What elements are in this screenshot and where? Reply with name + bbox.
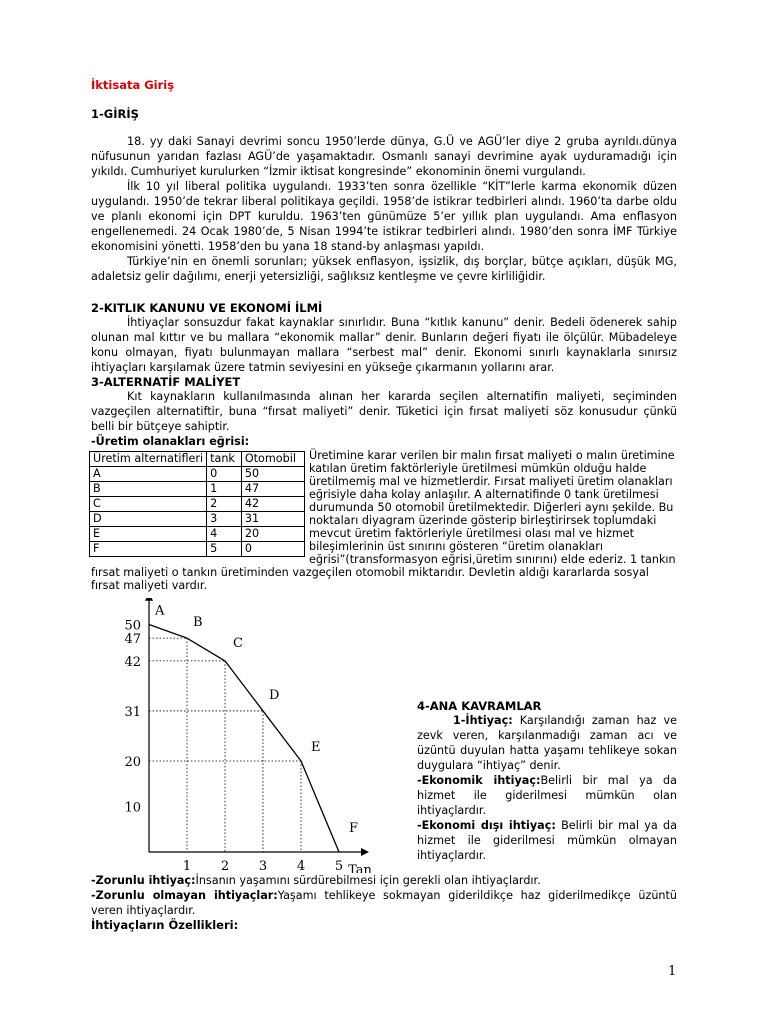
ppf-curve: [149, 625, 339, 853]
table-row: [90, 467, 305, 482]
document-title: İktisata Giriş: [91, 78, 175, 92]
paragraph: [91, 888, 677, 918]
paragraph: 18. yy daki Sanayi devrimi soncu 1950’lerde dünya, G.Ü ve AGÜ’ler diye 2 gruba ayrıldı.dünya nüfusunun yarıdan fazlası AGÜ’de yaşamaktadır. Osmanlı sanayi devrimine ayak uyduramadığı için yıkıldı. Cumhuriyet kurulurken “İzmir iktisat kongresinde” ekonominin önemi vurgulandı.: [91, 135, 677, 178]
section-heading-intro: 1-GİRİŞ: [91, 107, 139, 121]
ppf-label: -Üretim olanakları eğrisi:: [91, 435, 250, 448]
table-cell: 1: [207, 482, 242, 497]
y-tick-label: 50: [124, 618, 141, 634]
mandatory-need-text: İnsanın yaşamını sürdürebilmesi için gerekli olan ihtiyaçlardır.: [195, 874, 541, 887]
x-axis-arrow: [361, 848, 369, 856]
x-tick-label: 1: [182, 859, 192, 873]
x-tick-label: 3: [258, 859, 268, 873]
table-row: [90, 542, 305, 557]
y-tick-label: 47: [124, 632, 141, 648]
paragraph: [417, 713, 677, 773]
point-label-d: D: [269, 687, 280, 703]
table-cell: D: [90, 512, 207, 527]
table-cell: 47: [241, 482, 304, 497]
table-cell: 0: [207, 467, 242, 482]
page-number: 1: [668, 964, 677, 979]
table-cell: 4: [207, 527, 242, 542]
main-concepts-block: [417, 699, 677, 863]
need-label: 1-İhtiyaç:: [453, 714, 513, 727]
x-tick-label: 4: [296, 859, 306, 873]
ppf-paragraph-with-table: [91, 434, 677, 592]
table-row: [90, 527, 305, 542]
table-cell: 0: [241, 542, 304, 557]
point-label-c: C: [233, 635, 243, 651]
needs-features-heading: İhtiyaçların Özellikleri:: [91, 918, 239, 932]
table-header: tank: [207, 452, 242, 467]
point-label-f: F: [349, 821, 359, 836]
ppf-text: Üretimine karar verilen bir malın fırsat maliyeti o malın üretimine katılan üretim faktörleriyle üretilmesi mümkün olduğu halde üretilmemiş mal ve hizmetlerdir. Fırsat maliyeti üretim olanakları eğrisiyle daha kolay anlaşılır. A alternatifinde 0 tank üretilmesi durumunda 50 otomobil üretilmektedir. Diğerleri aynı şekilde. Bu noktaları diyagram üzerinde gösterip birleştirirsek toplumdaki mevcut üretim faktörleriyle üretilmesi olası mal ve hizmet bileşimlerinin üst sınırını gösteren “üretim olanakları eğrisi”(transformasyon eğrisi,üretim sınırını) elde ederiz. 1 tankın fırsat maliyeti o tankın üretiminden vazgeçilen otomobil miktarıdır. Devletin aldığı kararlarda sosyal fırsat maliyeti vardır.: [91, 449, 676, 592]
table-row: [90, 482, 305, 497]
table-cell: E: [90, 527, 207, 542]
table-header: Üretim alternatifleri: [90, 452, 207, 467]
table-cell: F: [90, 542, 207, 557]
table-cell: A: [90, 467, 207, 482]
paragraph: [91, 434, 677, 449]
y-axis-arrow: [145, 598, 153, 601]
y-tick-label: 31: [124, 704, 141, 720]
table-cell: 2: [207, 497, 242, 512]
document-page: [91, 78, 677, 932]
paragraph: İlk 10 yıl liberal politika uygulandı. 1933’ten sonra özellikle “KİT”lerle karma ekonomik düzen uygulandı. 1950’de tekrar liberal politikaya geçildi. 1958’de istikrar tedbirleri alındı. 1960’ta darbe oldu ve planlı ekonomi için DPT kuruldu. 1963’ten günümüze 5’er yıllık plan uygulandı. Ama enflasyon engellenemedi. 24 Ocak 1980’de, 5 Nisan 1994’te istikrar tedbirleri alındı. 1980’den sonra İMF Türkiye ekonomisini yönetti. 1958’den bu yana 18 stand-by anlaşması yapıldı.: [91, 180, 677, 253]
non-mandatory-need-label: -Zorunlu olmayan ihtiyaçlar:: [91, 889, 278, 902]
x-tick-label: 2: [220, 859, 230, 873]
y-tick-label: 10: [124, 800, 141, 816]
table-cell: 3: [207, 512, 242, 527]
point-label-b: B: [193, 615, 203, 631]
section-heading-scarcity: 2-KITLIK KANUNU VE EKONOMİ İLMİ: [91, 301, 323, 315]
section-heading-concepts: 4-ANA KAVRAMLAR: [417, 699, 542, 713]
non-economic-need-label: -Ekonomi dışı ihtiyaç:: [417, 819, 556, 832]
paragraph: [417, 818, 677, 863]
economic-need-label: -Ekonomik ihtiyaç:: [417, 774, 541, 787]
non-mandatory-need-text: Yaşamı tehlikeye sokmayan giderildikçe haz giderilmedikçe üzüntü veren ihtiyaçlardır.: [91, 889, 677, 917]
paragraph: Kıt kaynakların kullanılmasında alınan her kararda seçilen alternatifin maliyeti, seçiminden vazgeçilen alternatiftir, buna “fırsat maliyeti” denir. Tüketici için fırsat maliyeti söz konusudur çünkü belli bir bütçeye sahiptir.: [91, 390, 677, 433]
table-header: Otomobil: [241, 452, 304, 467]
paragraph: [91, 873, 677, 888]
table-cell: 5: [207, 542, 242, 557]
production-possibility-chart: [77, 598, 377, 873]
table-cell: 42: [241, 497, 304, 512]
production-alternatives-table: [89, 451, 305, 557]
section-heading-opportunity-cost: 3-ALTERNATİF MALİYET: [91, 375, 241, 389]
x-tick-label: 5: [334, 859, 344, 873]
mandatory-need-label: -Zorunlu ihtiyaç:: [91, 874, 196, 887]
table-cell: 31: [241, 512, 304, 527]
table-header-row: [90, 452, 305, 467]
table-cell: 50: [241, 467, 304, 482]
paragraph: Türkiye’nin en önemli sorunları; yüksek enflasyon, işsizlik, dış borçlar, bütçe açıkları, düşük MG, adaletsiz gelir dağılımı, enerji yetersizliği, sağlıksız kentleşme ve çevre kirliliğidir.: [91, 255, 677, 283]
y-tick-label: 42: [124, 654, 141, 670]
x-axis-label: Tan: [348, 863, 372, 873]
table-cell: 20: [241, 527, 304, 542]
y-tick-label: 20: [124, 755, 141, 770]
table-cell: B: [90, 482, 207, 497]
table-row: [90, 512, 305, 527]
table-cell: C: [90, 497, 207, 512]
paragraph: İhtiyaçlar sonsuzdur fakat kaynaklar sınırlıdır. Buna “kıtlık kanunu” denir. Bedeli ödenerek sahip olunan mal kıttır ve bu mallara “ekonomik mallar” denir. Bunların değeri fiyatı ile ölçülür. Mübadeleye konu olmayan, fiyatı bulunmayan mallara “serbest mal” denir. Ekonomi sınırlı kaynaklarla sınırsız ihtiyaçları karşılamak üzere tatmin seviyesini en yükseğe çıkarmanın yollarını arar.: [91, 316, 677, 374]
paragraph: [417, 773, 677, 818]
economic-need-text: Belirli bir mal ya da hizmet ile giderilmesi mümkün olan ihtiyaçlardır.: [417, 774, 677, 817]
need-text: Karşılandığı zaman haz ve zevk veren, karşılanmadığı zaman acı ve üzüntü duyulan hatta yaşamı tehlikeye sokan duygulara “ihtiyaç” denir.: [417, 714, 677, 772]
point-label-a: A: [155, 603, 165, 619]
point-label-e: E: [311, 740, 321, 755]
table-row: [90, 497, 305, 512]
lower-section: [91, 598, 677, 873]
non-economic-need-text: Belirli bir mal ya da hizmet ile giderilmesi mümkün olmayan ihtiyaçlardır.: [417, 819, 677, 862]
